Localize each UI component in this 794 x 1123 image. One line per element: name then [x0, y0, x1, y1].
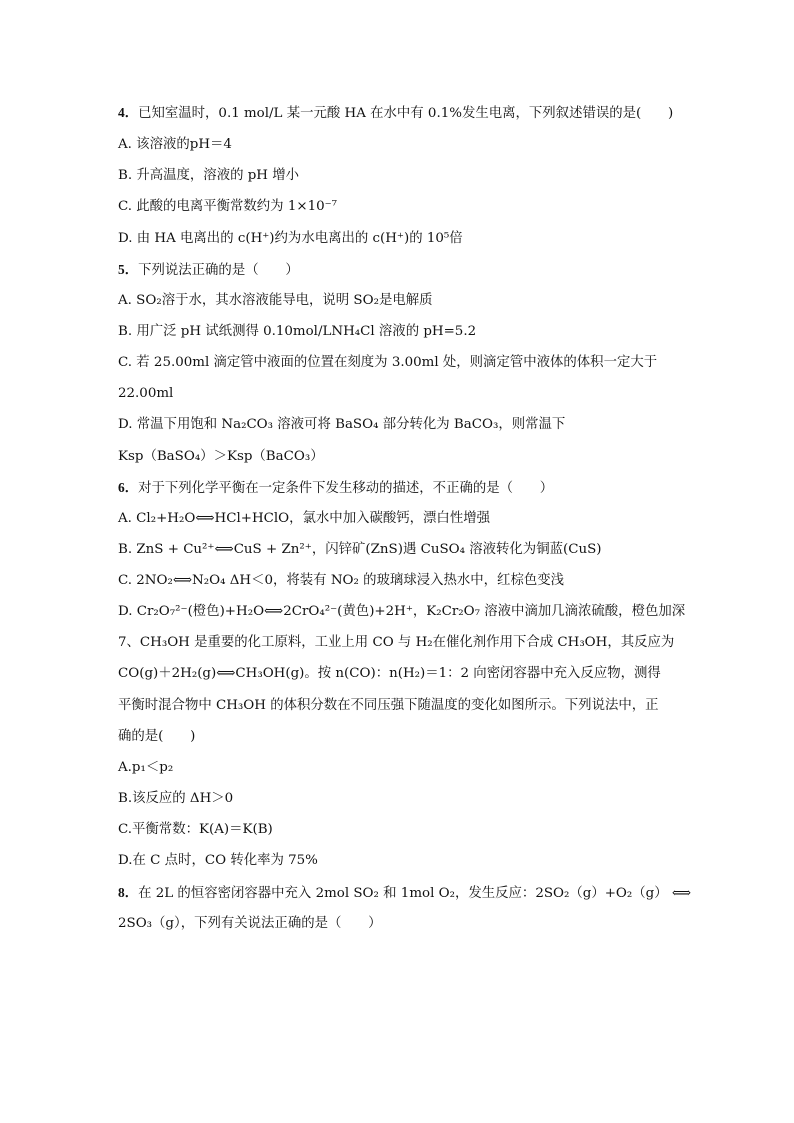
question-7-stem-line3: 平衡时混合物中 CH₃OH 的体积分数在不同压强下随温度的变化如图所示。下列说法中，正 — [118, 698, 659, 713]
question-8-stem-line1: 8．在 2L 的恒容密闭容器中充入 2mol SO₂ 和 1mol O₂，发生反应：2SO₂（g）+O₂（g） ⟺ — [118, 885, 692, 901]
question-8-number: 8． — [118, 885, 139, 900]
question-5-option-a: A. SO₂溶于水，其水溶液能导电，说明 SO₂是电解质 — [118, 293, 433, 308]
question-7-option-b: B.该反应的 ΔH＞0 — [118, 791, 234, 806]
question-4-option-a: A. 该溶液的pH＝4 — [118, 137, 232, 152]
question-5-number: 5． — [118, 262, 139, 277]
question-6-option-a: A. Cl₂+H₂O⟺HCl+HClO，氯水中加入碳酸钙，漂白性增强 — [118, 511, 490, 526]
question-7-stem-line2: CO(g)＋2H₂(g)⟺CH₃OH(g)。按 n(CO)：n(H₂)＝1：2 向密闭容器中充入反应物，测得 — [118, 666, 661, 681]
question-7-stem-line1: 7、CH₃OH 是重要的化工原料，工业上用 CO 与 H₂在催化剂作用下合成 CH₃OH，其反应为 — [118, 635, 675, 650]
question-5-option-d-line1: D. 常温下用饱和 Na₂CO₃ 溶液可将 BaSO₄ 部分转化为 BaCO₃，则常温下 — [118, 417, 566, 432]
question-4-stem: 4．已知室温时，0.1 mol/L 某一元酸 HA 在水中有 0.1%发生电离，下列叙述错误的是( ) — [118, 105, 674, 121]
question-7-stem-line4: 确的是( ) — [118, 729, 196, 744]
question-5-option-c-line2: 22.00ml — [118, 386, 174, 401]
question-6-option-b: B. ZnS + Cu²⁺⟺CuS + Zn²⁺，闪锌矿(ZnS)遇 CuSO₄ 溶液转化为铜蓝(CuS) — [118, 542, 602, 557]
question-4-number: 4． — [118, 105, 139, 120]
question-5-option-c-line1: C. 若 25.00ml 滴定管中液面的位置在刻度为 3.00ml 处，则滴定管中液体的体积一定大于 — [118, 355, 658, 370]
question-5-stem: 5．下列说法正确的是（ ） — [118, 262, 299, 278]
question-7-option-c: C.平衡常数：K(A)＝K(B) — [118, 822, 273, 837]
question-7-option-a: A.p₁＜p₂ — [118, 760, 174, 775]
question-6-number: 6． — [118, 480, 139, 495]
question-5-option-d-line2: Ksp（BaSO₄）＞Ksp（BaCO₃） — [118, 449, 324, 464]
question-6-option-d: D. Cr₂O₇²⁻(橙色)+H₂O⟺2CrO₄²⁻(黄色)+2H⁺，K₂Cr₂O₇ 溶液中滴加几滴浓硫酸，橙色加深 — [118, 604, 686, 619]
question-4-option-d: D. 由 HA 电离出的 c(H⁺)约为水电离出的 c(H⁺)的 10⁵倍 — [118, 231, 463, 246]
question-6-option-c: C. 2NO₂⟺N₂O₄ ΔH＜0，将装有 NO₂ 的玻璃球浸入热水中，红棕色变浅 — [118, 573, 565, 588]
question-5-option-b: B. 用广泛 pH 试纸测得 0.10mol/LNH₄Cl 溶液的 pH=5.2 — [118, 324, 477, 339]
question-7-option-d: D.在 C 点时，CO 转化率为 75% — [118, 853, 318, 868]
question-4-option-c: C. 此酸的电离平衡常数约为 1×10⁻⁷ — [118, 199, 338, 214]
question-6-stem: 6．对于下列化学平衡在一定条件下发生移动的描述，不正确的是（ ） — [118, 480, 554, 496]
question-8-stem-line2: 2SO₃（g），下列有关说法正确的是（ ） — [118, 916, 382, 931]
question-4-option-b: B. 升高温度，溶液的 pH 增小 — [118, 168, 300, 183]
